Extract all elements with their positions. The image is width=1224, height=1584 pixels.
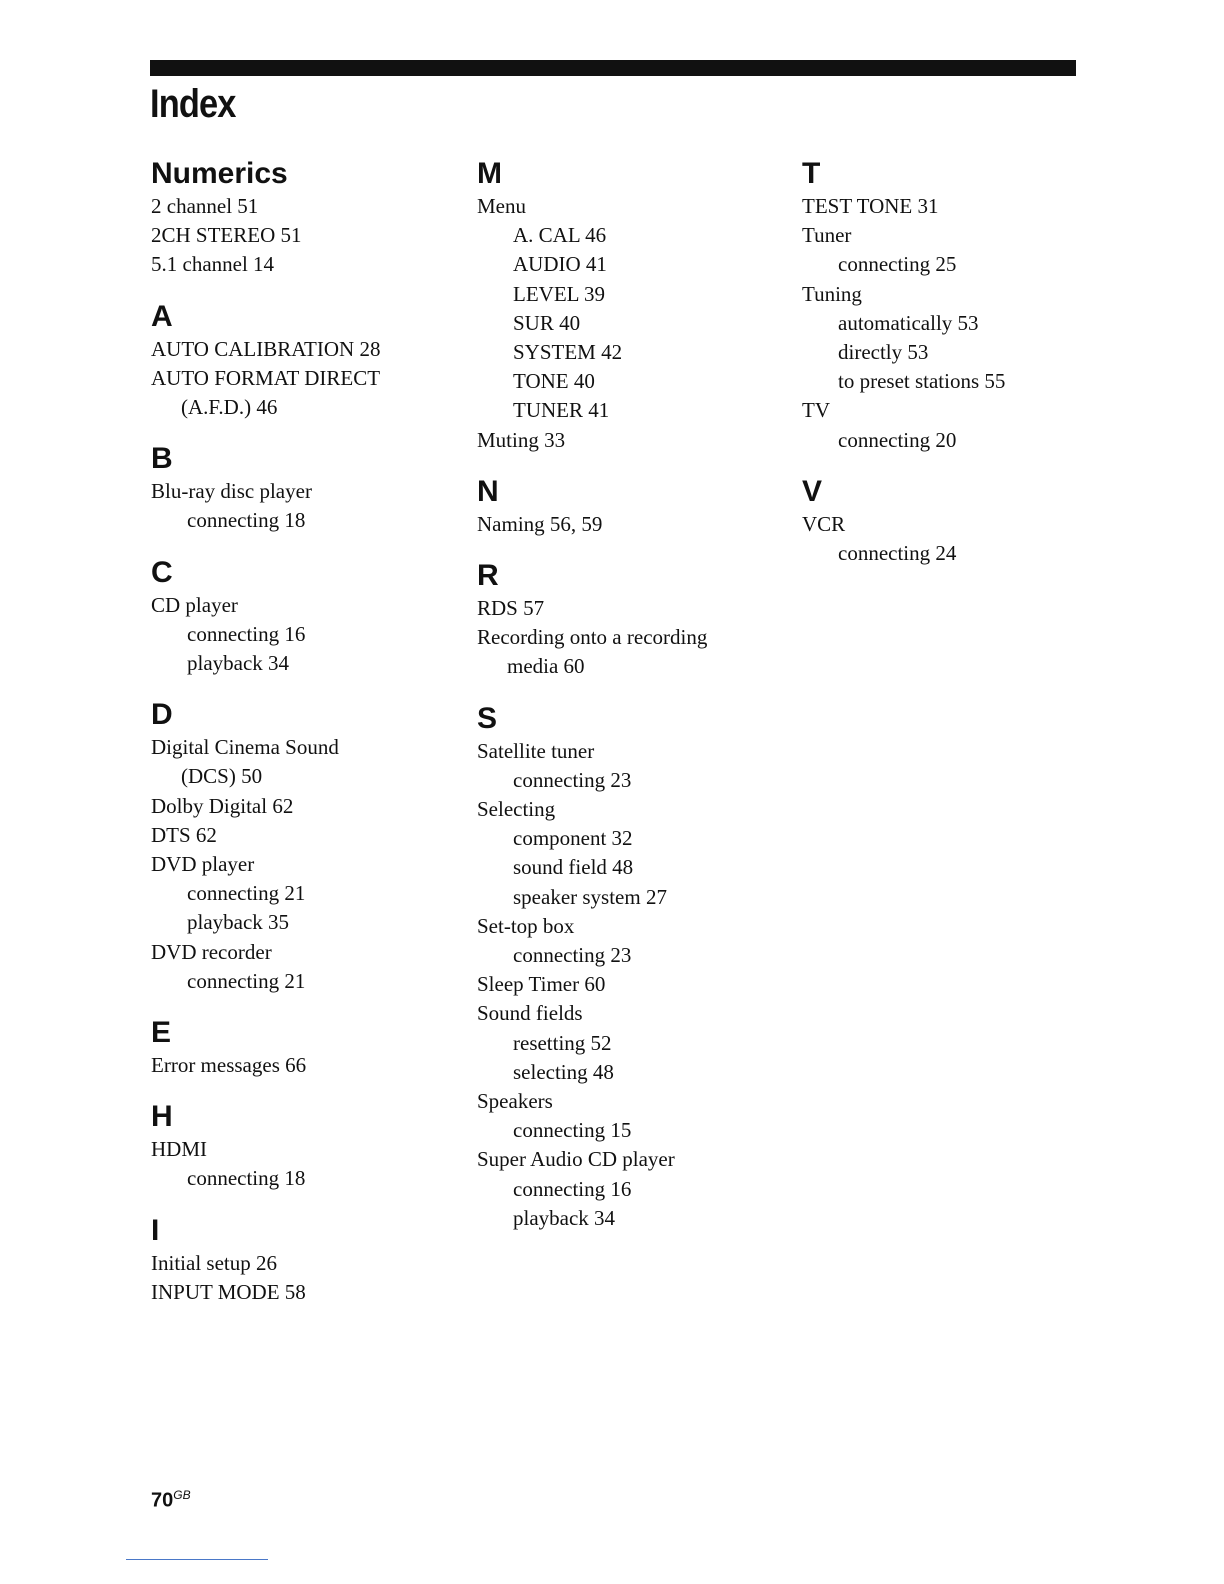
index-entry: DVD player [151,852,255,877]
index-section [151,1213,471,1307]
index-entry: Digital Cinema Sound [151,735,339,760]
index-subentry: selecting 48 [513,1059,614,1084]
index-column-3 [802,156,1122,587]
index-entry: 5.1 channel 14 [151,252,275,277]
index-subentry: connecting 16 [187,621,306,646]
entry-list [151,1051,471,1080]
index-entry: Initial setup 26 [151,1250,277,1275]
index-subentry: A. CAL 46 [513,223,607,248]
index-entry: Sleep Timer 60 [477,972,606,997]
index-subentry: connecting 18 [187,508,306,533]
entry-list [151,1249,471,1307]
index-subentry: connecting 18 [187,1166,306,1191]
index-subentry: resetting 52 [513,1030,612,1055]
index-subentry: speaker system 27 [513,884,667,909]
index-column-2 [477,156,797,1252]
index-subentry: component 32 [513,826,633,851]
page-number-value: 70 [151,1489,174,1512]
entry-list [151,192,471,280]
section-heading: T [802,157,821,190]
section-heading: S [477,701,498,735]
index-entry: Naming 56, 59 [477,511,603,536]
entry-list [151,733,471,996]
index-column-1 [151,156,471,1326]
entry-list [477,594,797,682]
index-section [151,555,471,679]
entry-list [151,591,471,679]
index-subentry: SUR 40 [513,310,581,335]
index-entry: Error messages 66 [151,1053,307,1078]
page-number [151,1488,191,1513]
index-subentry: connecting 23 [513,767,632,792]
index-subentry: to preset stations 55 [838,369,1006,394]
index-entry: 2CH STEREO 51 [151,223,302,248]
page-number-suffix: GB [173,1488,191,1502]
index-entry: Blu-ray disc player [151,479,312,504]
index-entry: DVD recorder [151,939,272,964]
index-entry: RDS 57 [477,596,545,621]
entry-list [151,335,471,423]
index-entry: Satellite tuner [477,738,595,763]
index-subentry: connecting 21 [187,968,306,993]
index-subentry: connecting 16 [513,1176,632,1201]
section-heading: D [151,698,173,732]
index-section [477,701,797,1233]
index-subentry: TONE 40 [513,369,595,394]
index-section [151,156,471,280]
index-entry: VCR [802,511,846,536]
index-entry: Speakers [477,1089,553,1114]
index-subentry: TUNER 41 [513,398,610,423]
index-section [802,156,1122,455]
section-heading: A [151,299,173,333]
index-entry: Tuning [802,281,862,306]
index-entry: (A.F.D.) 46 [181,395,278,420]
index-entry: HDMI [151,1137,207,1162]
index-entry: 2 channel 51 [151,194,259,218]
entry-list [477,192,797,455]
index-section [151,697,471,996]
index-subentry: sound field 48 [513,855,634,880]
footer-link-underline [126,1559,268,1560]
index-subentry: automatically 53 [838,310,979,335]
index-entry: CD player [151,592,238,617]
index-entry: Selecting [477,797,556,822]
index-subentry: connecting 23 [513,943,632,968]
index-entry: TEST TONE 31 [802,194,939,218]
section-heading: N [477,474,499,508]
index-subentry: SYSTEM 42 [513,340,623,365]
index-entry: (DCS) 50 [181,764,263,789]
index-subentry: playback 35 [187,910,290,935]
index-subentry: LEVEL 39 [513,281,605,306]
index-section [151,1099,471,1193]
entry-list [151,477,471,535]
index-entry: media 60 [507,654,585,679]
index-entry: Sound fields [477,1001,583,1026]
section-heading: C [151,555,173,589]
index-subentry: playback 34 [187,651,290,676]
index-section [477,156,797,455]
index-section [477,558,797,682]
section-heading: V [802,474,823,508]
index-subentry: playback 34 [513,1205,616,1230]
index-entry: Super Audio CD player [477,1147,675,1172]
header-rule [150,60,1076,76]
section-heading: E [151,1016,172,1050]
section-heading: R [477,559,499,593]
section-heading: M [477,157,502,190]
index-subentry: connecting 25 [838,252,957,277]
entry-list [802,510,1122,568]
page-title: Index [150,82,236,126]
index-section [151,1015,471,1080]
section-heading: Numerics [151,157,288,190]
index-entry: TV [802,398,830,423]
index-section [151,441,471,535]
index-entry: Muting 33 [477,427,566,452]
index-subentry: connecting 21 [187,881,306,906]
section-heading: H [151,1100,173,1134]
index-entry: Set-top box [477,913,575,938]
index-entry: Menu [477,194,526,218]
index-entry: AUTO CALIBRATION 28 [151,336,381,361]
index-subentry: connecting 15 [513,1118,632,1143]
index-subentry: directly 53 [838,340,929,365]
index-entry: Dolby Digital 62 [151,793,294,818]
index-subentry: connecting 24 [838,541,957,566]
index-entry: DTS 62 [151,822,217,847]
entry-list [477,510,797,539]
section-heading: B [151,442,173,476]
entry-list [151,1135,471,1193]
index-subentry: AUDIO 41 [513,252,607,277]
index-section [802,474,1122,568]
entry-list [477,737,797,1233]
index-subentry: connecting 20 [838,427,957,452]
section-heading: I [151,1213,160,1247]
index-entry: INPUT MODE 58 [151,1279,306,1304]
entry-list [802,192,1122,455]
index-section [151,299,471,423]
index-section [477,474,797,539]
index-entry: Tuner [802,223,852,248]
index-entry: AUTO FORMAT DIRECT [151,365,381,390]
index-entry: Recording onto a recording [477,625,708,650]
